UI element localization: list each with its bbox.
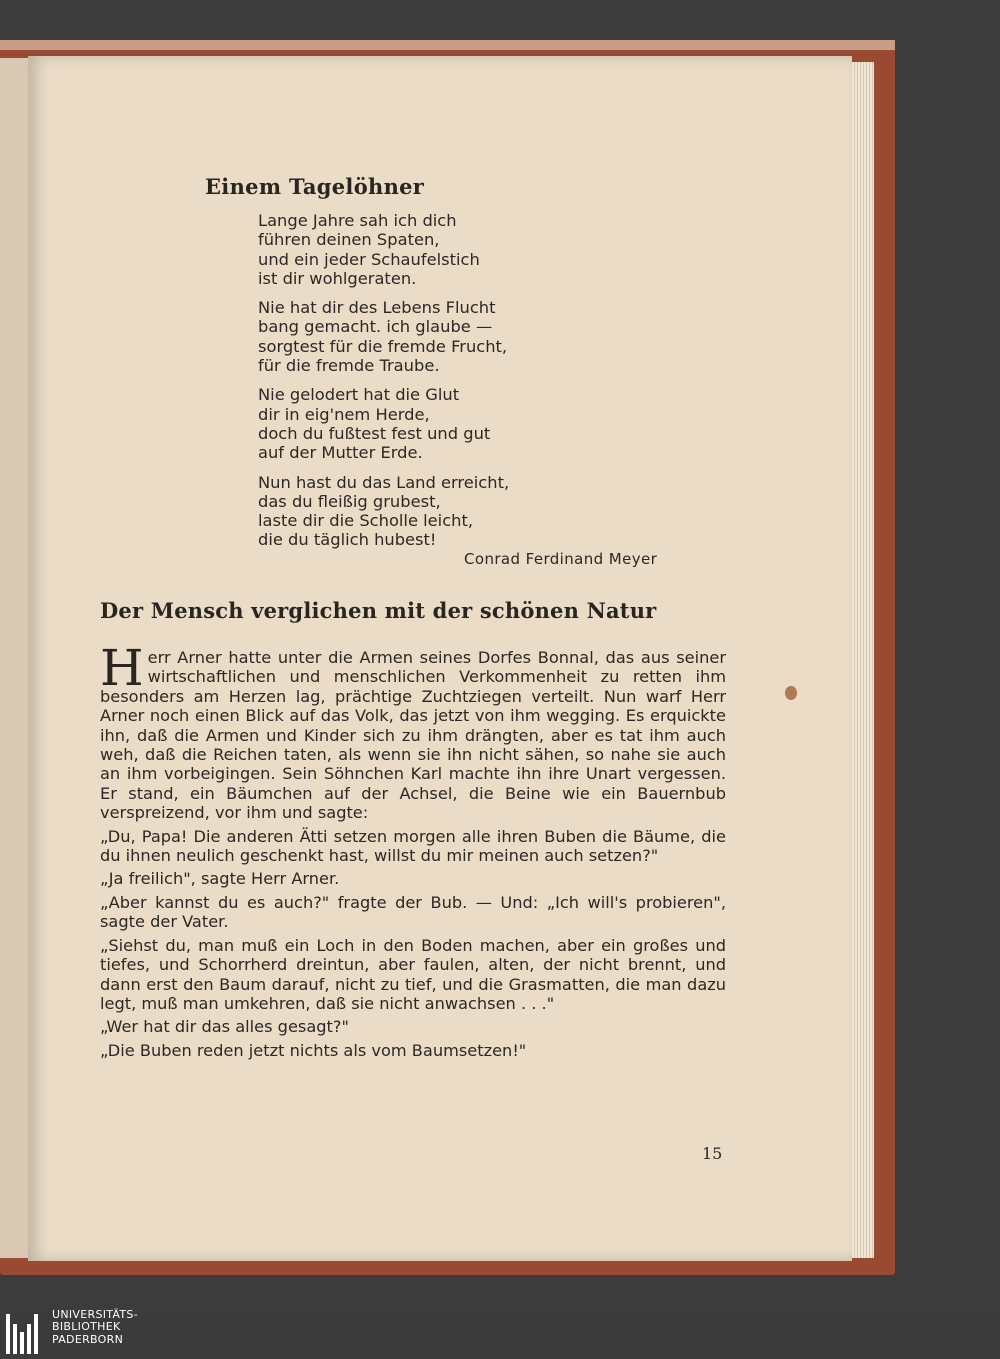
poem-stanza (258, 298, 678, 375)
poem-author: Conrad Ferdinand Meyer (464, 550, 658, 568)
paragraph: „Wer hat dir das alles gesagt?" (100, 1017, 349, 1037)
left-page-edge (0, 58, 28, 1258)
poem-line: dir in eig'nem Herde, (258, 404, 430, 424)
section-title: Der Mensch verglichen mit der schönen Natur (100, 598, 657, 623)
poem-line: führen deinen Spaten, (258, 230, 440, 250)
poem-line: Nie gelodert hat die Glut (258, 385, 460, 405)
paragraph: „Die Buben reden jetzt nichts als vom Baumsetzen!" (100, 1040, 527, 1060)
library-logo-icon (6, 1314, 42, 1354)
paragraph: „Du, Papa! Die anderen Ätti setzen morgen alle ihren Buben die Bäume, die du ihnen neulich geschenkt hast, willst du mir meinen auch setzen?" (100, 826, 726, 866)
poem-title: Einem Tagelöhner (205, 174, 425, 199)
poem-line: doch du fußtest fest und gut (258, 423, 491, 443)
poem (258, 211, 678, 560)
poem-line: Nie hat dir des Lebens Flucht (258, 298, 496, 318)
drop-cap: H (100, 639, 144, 697)
poem-line: auf der Mutter Erde. (258, 443, 423, 463)
poem-line: Nun hast du das Land erreicht, (258, 472, 510, 492)
footer-bar (0, 1310, 1000, 1359)
poem-line: bang gemacht. ich glaube — (258, 317, 493, 337)
poem-line: für die fremde Traube. (258, 356, 440, 376)
poem-stanza (258, 473, 678, 550)
library-name-line: BIBLIOTHEK (52, 1320, 121, 1334)
paragraph: „Aber kannst du es auch?" fragte der Bub. — Und: „Ich will's probieren", sagte der Vater. (100, 892, 726, 932)
poem-line: das du fleißig grubest, (258, 491, 441, 511)
page-block-edges (852, 62, 874, 1258)
poem-line: sorgtest für die fremde Frucht, (258, 336, 508, 356)
poem-line: und ein jeder Schaufelstich (258, 249, 480, 269)
page-number: 15 (702, 1144, 723, 1163)
paragraph (100, 639, 726, 823)
poem-line: laste dir die Scholle leicht, (258, 511, 474, 531)
paragraph: „Siehst du, man muß ein Loch in den Boden machen, aber ein großes und tiefes, und Schorrherd dreintun, aber faulen, alten, der nicht brennt, und dann erst den Baum darauf, nicht zu tief, und die Grasmatten, die man dazu legt, muß man umkehren, daß sie nicht anwachsen . . ." (100, 935, 726, 1013)
poem-line: Lange Jahre sah ich dich (258, 211, 457, 230)
paragraph: „Ja freilich", sagte Herr Arner. (100, 869, 340, 889)
cover-top-edge (0, 40, 895, 50)
library-name (52, 1309, 138, 1346)
poem-line: die du täglich hubest! (258, 530, 437, 550)
poem-stanza (258, 211, 678, 288)
library-name-line: PADERBORN (52, 1332, 124, 1346)
prose-text (100, 639, 726, 1064)
poem-line: ist dir wohlgeraten. (258, 268, 417, 288)
library-name-line: UNIVERSITÄTS- (52, 1308, 138, 1321)
paragraph-text: err Arner hatte unter die Armen seines Dorfes Bonnal, das aus seiner wirtschaftlichen und menschlichen Verkommenheit zu retten ihm besonders am Herzen lag, prächtige Zuchtziegen verteilt. Nun warf Herr Arner noch einen Blick auf das Volk, das jetzt von ihm wegging. Es erquickte ihn, daß die Armen und Kinder sich zu ihm drängten, aber es tat ihm auch weh, daß die Reichen taten, als wenn sie ihn nicht sähen, so nahe sie auch an ihm vorbeigingen. Sein Söhnchen Karl machte ihn ihre Unart vergessen. Er stand, ein Bäumchen auf der Achsel, die Beine wie ein Bauernbub verspreizend, vor ihm und sagte: (100, 648, 726, 823)
paper-stain (785, 686, 797, 700)
poem-stanza (258, 385, 678, 462)
